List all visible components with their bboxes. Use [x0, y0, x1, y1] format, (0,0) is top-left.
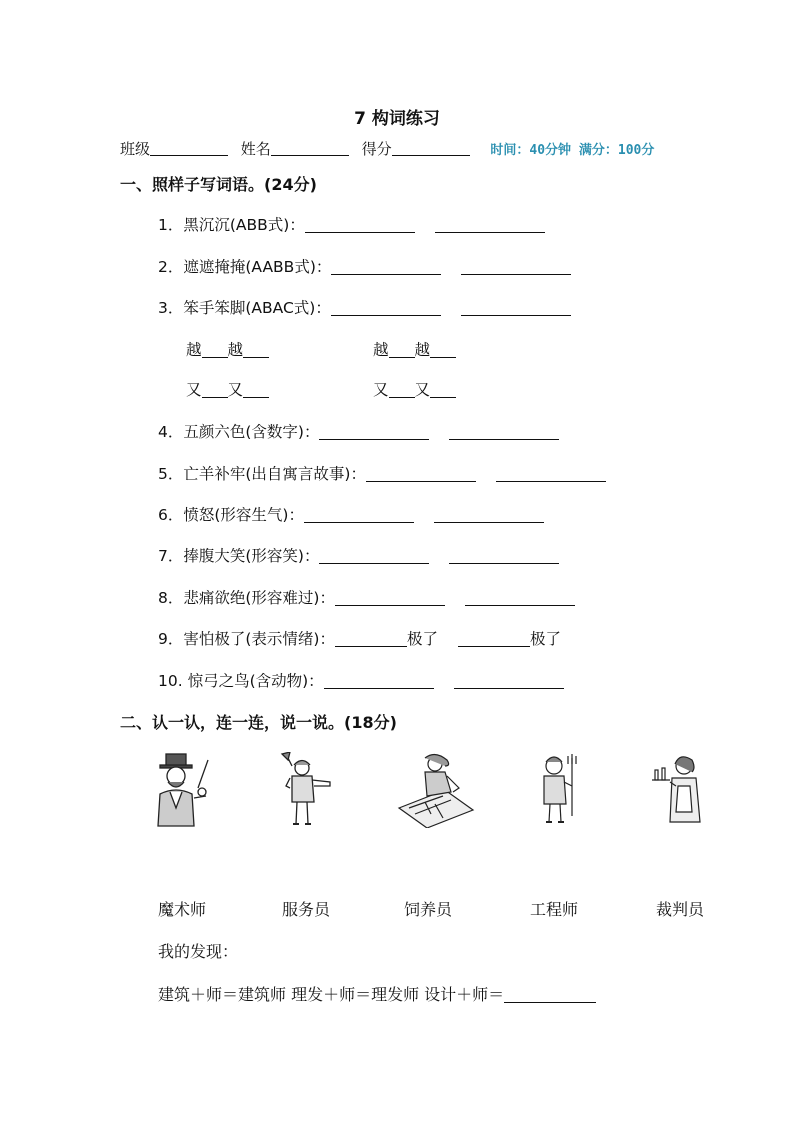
item-8: 8．悲痛欲绝(形容难过)： — [158, 586, 575, 608]
answer-blank[interactable] — [435, 216, 545, 233]
answer-blank[interactable] — [319, 423, 429, 440]
answer-blank[interactable] — [465, 589, 575, 606]
label-keeper[interactable]: 饲养员 — [403, 900, 452, 919]
name-label: 姓名 — [240, 140, 271, 158]
answer-blank[interactable] — [454, 672, 564, 689]
answer-blank[interactable] — [461, 299, 571, 316]
item-3: 3．笨手笨脚(ABAC式)： — [158, 296, 571, 318]
item-5: 5．亡羊补牢(出自寓言故事)： — [158, 462, 606, 484]
label-engineer[interactable]: 工程师 — [529, 900, 578, 919]
item-6: 6．愤怒(形容生气)： — [158, 503, 544, 525]
label-magician[interactable]: 魔术师 — [157, 900, 206, 919]
finding-row — [158, 982, 596, 1005]
label-waiter[interactable]: 服务员 — [281, 900, 330, 919]
answer-blank[interactable] — [335, 589, 445, 606]
section2-heading: 二、认一认，连一连，说一说。(18分) — [120, 713, 397, 732]
finding-label: 我的发现： — [158, 942, 239, 961]
time-score-info: 时间：40分钟 满分：100分 — [490, 143, 655, 158]
you-pattern-1: 又 又 — [186, 378, 269, 400]
item-7: 7．捧腹大笑(形容笑)： — [158, 544, 559, 566]
answer-blank[interactable] — [324, 672, 434, 689]
score-label: 得分 — [361, 140, 392, 158]
item-10: 10. 惊弓之鸟(含动物)： — [158, 669, 564, 691]
item-1: 1．黑沉沉(ABB式)： — [158, 213, 545, 235]
farmer-icon[interactable] — [536, 752, 586, 828]
section1-heading: 一、照样子写词语。(24分) — [120, 175, 317, 194]
waiter-icon[interactable] — [650, 752, 710, 828]
yue-pattern-1: 越 越 — [186, 338, 269, 360]
answer-blank[interactable] — [461, 258, 571, 275]
answer-blank[interactable] — [449, 547, 559, 564]
score-field[interactable] — [392, 139, 470, 156]
label-referee[interactable]: 裁判员 — [655, 900, 704, 919]
answer-blank[interactable] — [496, 465, 606, 482]
class-field[interactable] — [150, 139, 228, 156]
answer-blank[interactable] — [366, 465, 476, 482]
answer-blank[interactable] — [335, 630, 407, 647]
answer-blank[interactable] — [434, 506, 544, 523]
yue-pattern-2: 越 越 — [373, 338, 456, 360]
answer-blank[interactable] — [331, 299, 441, 316]
engineer-icon[interactable] — [395, 752, 475, 828]
answer-blank[interactable] — [458, 630, 530, 647]
answer-blank[interactable] — [331, 258, 441, 275]
info-row — [120, 138, 654, 159]
page-title: 7 构词练习 — [354, 109, 440, 129]
answer-blank[interactable] — [449, 423, 559, 440]
answer-blank[interactable] — [319, 547, 429, 564]
item-2: 2．遮遮掩掩(AABB式)： — [158, 255, 571, 277]
class-label: 班级 — [120, 140, 151, 158]
you-pattern-2: 又 又 — [373, 378, 456, 400]
answer-blank[interactable] — [305, 216, 415, 233]
item-4: 4．五颜六色(含数字)： — [158, 420, 559, 442]
magician-icon[interactable] — [150, 752, 220, 828]
finding-text: 建筑＋师＝建筑师 理发＋师＝理发师 设计＋师＝ — [158, 985, 505, 1004]
referee-icon[interactable] — [278, 752, 338, 828]
answer-blank[interactable] — [504, 986, 596, 1003]
item-9: 9．害怕极了(表示情绪)： 极了 极了 — [158, 630, 561, 648]
name-field[interactable] — [271, 139, 349, 156]
answer-blank[interactable] — [304, 506, 414, 523]
